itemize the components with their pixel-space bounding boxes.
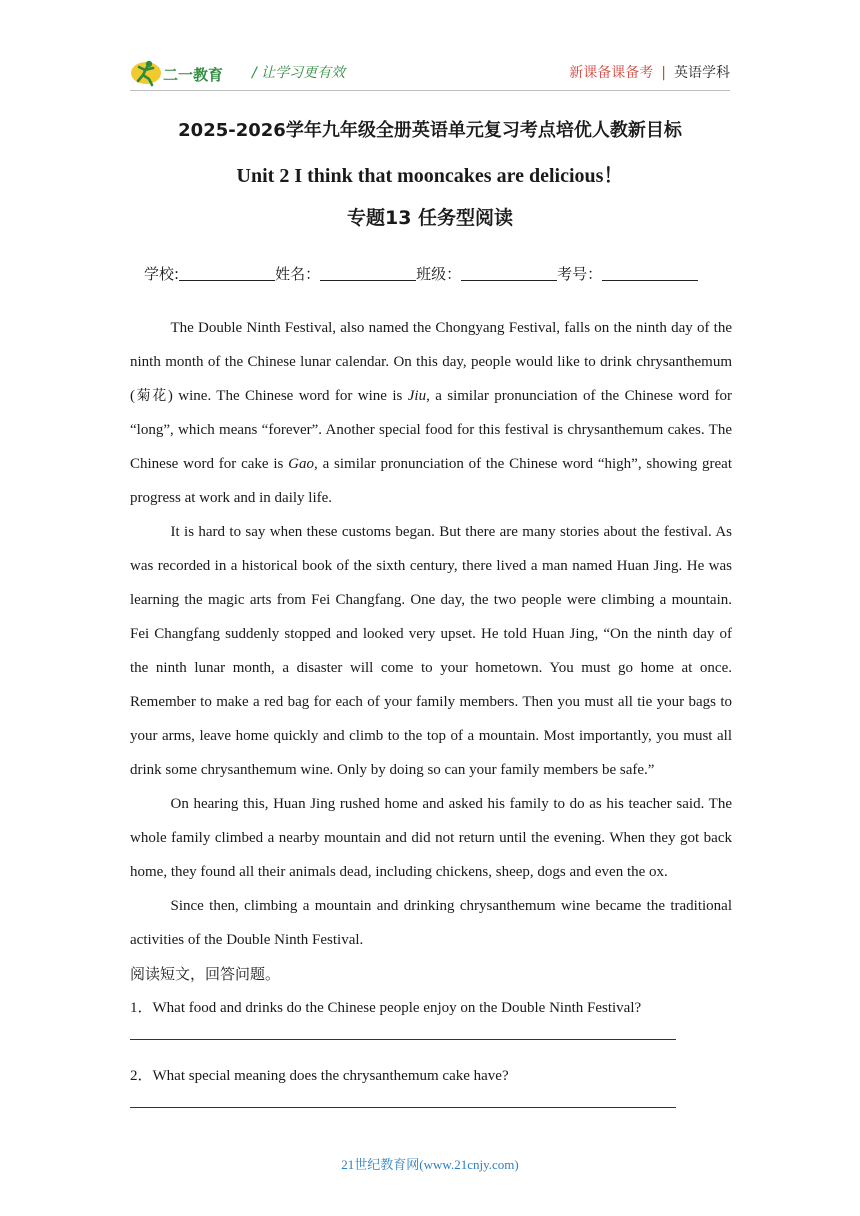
topic-title: 专题13 任务型阅读	[346, 207, 514, 229]
header-divider	[130, 90, 730, 91]
unit-title: Unit 2 I think that mooncakes are delicious！	[236, 165, 624, 187]
exam-number-blank	[602, 266, 698, 281]
page-footer[interactable]: 21世纪教育网(www.21cnjy.com)	[341, 1157, 519, 1172]
header-subject: 英语学科	[674, 65, 730, 81]
paragraph-3: On hearing this, Huan Jing rushed home and asked his family to do as his teacher said. The whole family climbed a nearby mountain and did not return until the evening. When they got back home, they found all their animals dead, including chickens, sheep, dogs and even the ox.	[130, 796, 732, 880]
svg-text:二一教育: 二一教育	[163, 66, 224, 84]
question-1	[130, 991, 732, 1025]
question-1-text: What food and drinks do the Chinese people enjoy on the Double Ninth Festival?	[152, 1000, 642, 1016]
exam-number-label: 考号：	[557, 265, 603, 283]
p1-text-d: , a similar pronunciation of the Chinese word “high”, showing great progress at work and in daily life.	[130, 456, 733, 506]
answer-line-2[interactable]	[130, 1107, 676, 1108]
school-blank	[179, 266, 275, 281]
reading-passage	[130, 311, 732, 1127]
question-2-text: What special meaning does the chrysanthemum cake have?	[152, 1068, 509, 1084]
question-2-number: 2．	[130, 1068, 153, 1084]
class-label: 班级：	[416, 265, 462, 283]
paragraph-1	[130, 311, 732, 515]
class-blank	[461, 266, 557, 281]
question-1-number: 1．	[130, 1000, 153, 1016]
p1-text-b: ) wine. The Chinese word for wine is	[167, 388, 408, 404]
p1-word-gao: Gao	[288, 456, 315, 472]
p1-text-c: , a similar pronunciation of the Chinese word for “long”, which means “forever”. Another special food for this festival is chrysanthemum cakes. The Chinese word for cake is	[130, 388, 732, 472]
student-info-row	[144, 263, 698, 284]
header-tagline: 新课备课备考	[569, 65, 654, 81]
page-header	[130, 56, 730, 90]
header-separator: |	[661, 65, 666, 81]
name-label: 姓名：	[275, 265, 321, 283]
instruction: 阅读短文，回答问题。	[130, 965, 281, 983]
name-blank	[320, 266, 416, 281]
brand-logo	[130, 58, 240, 88]
question-2	[130, 1059, 732, 1093]
p1-word-jiu: Jiu	[407, 388, 427, 404]
header-right	[569, 62, 730, 82]
answer-line-1[interactable]	[130, 1039, 676, 1040]
p1-chinese-gloss: 菊花	[135, 388, 168, 404]
school-label: 学校:	[144, 265, 180, 283]
document-title: 2025-2026学年九年级全册英语单元复习考点培优人教新目标	[178, 120, 682, 141]
paragraph-4: Since then, climbing a mountain and drinking chrysanthemum wine became the traditional activities of the Double Ninth Festival.	[130, 898, 732, 948]
paragraph-2: It is hard to say when these customs began. But there are many stories about the festival. As was recorded in a historical book of the sixth century, there lived a man named Huan Jing. He was learning the magic arts from Fei Changfang. One day, the two people were climbing a mountain. Fei Changfang suddenly stopped and looked very upset. He told Huan Jing, “On the ninth day of the ninth lunar month, a disaster will come to your hometown. You must go home at once. Remember to make a red bag for each of your family members. Then you must all tie your bags to your arms, leave home quickly and climb to the top of a mountain. Most importantly, you must all drink some chrysanthemum wine. Only by doing so can your family members be safe.”	[130, 524, 732, 778]
header-slogan: / 让学习更有效	[252, 65, 346, 81]
p1-text-a: The Double Ninth Festival, also named the Chongyang Festival, falls on the ninth day of the ninth month of the Chinese lunar calendar. On this day, people would like to drink chrysanthemum (	[130, 320, 732, 404]
